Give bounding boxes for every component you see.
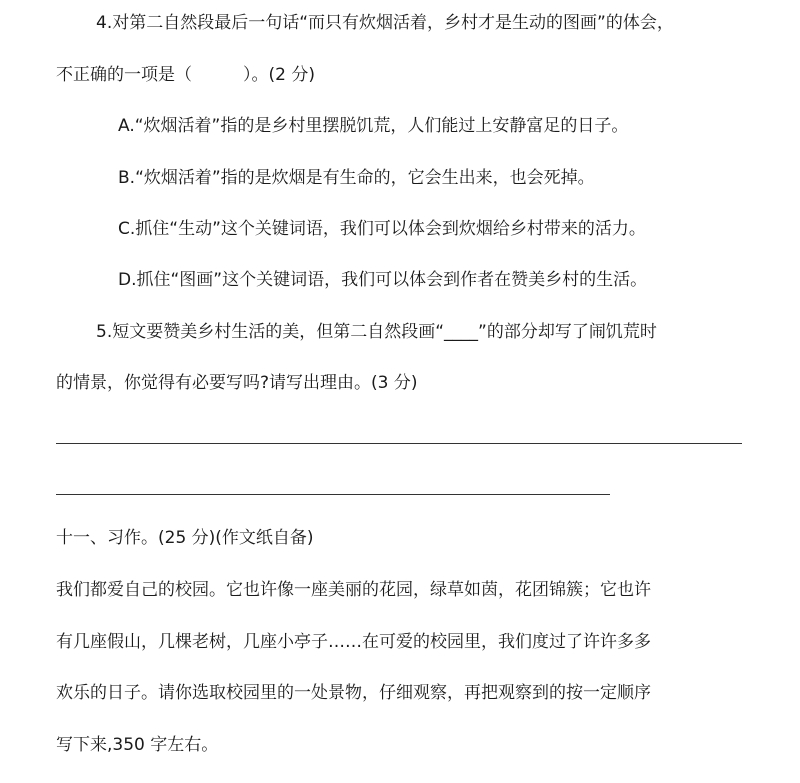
answer-line-1: [56, 443, 742, 444]
prompt-line-1: 我们都爱自己的校园。它也许像一座美丽的花园，绿草如茵，花团锦簇；它也许: [56, 580, 651, 600]
prompt-line-3: 欢乐的日子。请你选取校园里的一处景物，仔细观察，再把观察到的按一定顺序: [56, 683, 651, 703]
section-heading: 十一、习作。(25 分)(作文纸自备): [56, 528, 314, 548]
option-d: D.抓住“图画”这个关键词语，我们可以体会到作者在赞美乡村的生活。: [118, 270, 648, 290]
question-4-stem: 4.对第二自然段最后一句话“而只有炊烟活着，乡村才是生动的图画”的体会，: [96, 13, 674, 33]
prompt-line-4: 写下来,350 字左右。: [56, 735, 219, 755]
question-4-stem-continued: 不正确的一项是（ ）。(2 分): [56, 65, 315, 85]
question-5-stem-continued: 的情景，你觉得有必要写吗?请写出理由。(3 分): [56, 373, 418, 393]
option-c: C.抓住“生动”这个关键词语，我们可以体会到炊烟给乡村带来的活力。: [118, 219, 646, 239]
answer-line-2: [56, 494, 610, 495]
option-a: A.“炊烟活着”指的是乡村里摆脱饥荒，人们能过上安静富足的日子。: [118, 116, 629, 136]
option-b: B.“炊烟活着”指的是炊烟是有生命的，它会生出来，也会死掉。: [118, 168, 595, 188]
question-5-stem: 5.短文要赞美乡村生活的美，但第二自然段画“____”的部分却写了闹饥荒时: [96, 322, 657, 342]
prompt-line-2: 有几座假山，几棵老树，几座小亭子……在可爱的校园里，我们度过了许许多多: [56, 632, 651, 652]
